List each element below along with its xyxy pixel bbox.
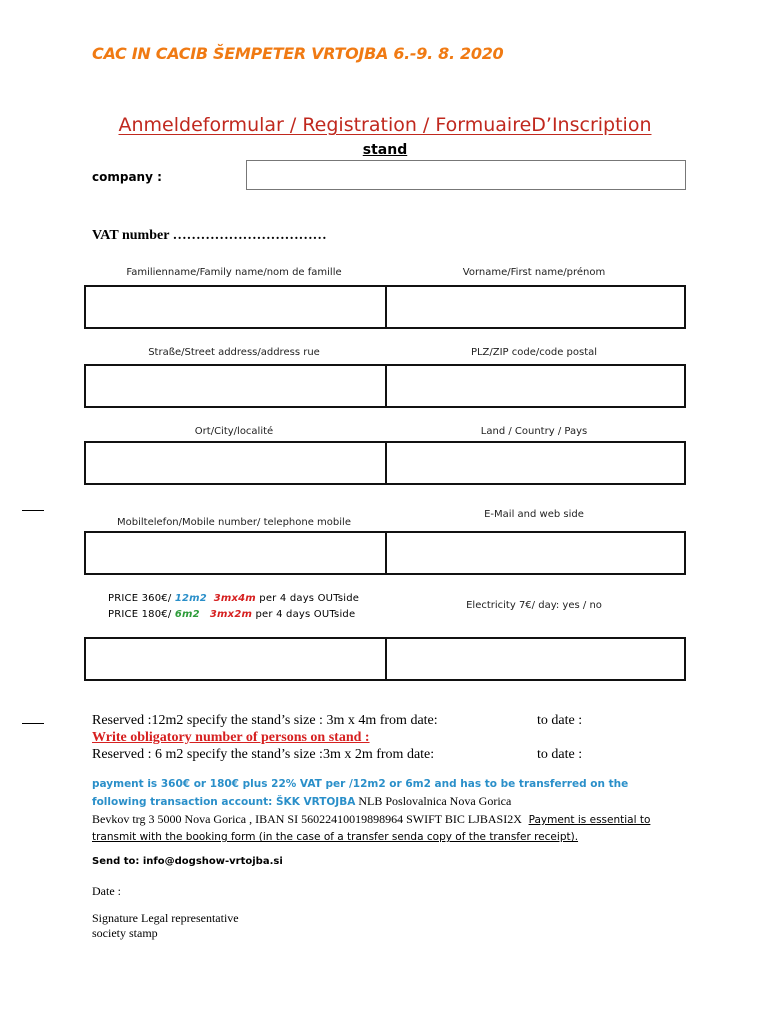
dim-3x2: 3mx2m xyxy=(209,609,253,620)
city-row xyxy=(84,441,686,485)
company-field[interactable] xyxy=(246,160,686,190)
street-field[interactable] xyxy=(86,366,385,406)
dim-3x4: 3mx4m xyxy=(213,593,256,604)
street-label: Straße/Street address/address rue xyxy=(148,347,320,358)
city-field[interactable] xyxy=(86,443,385,483)
stand-size-field[interactable] xyxy=(86,639,385,679)
company-label: company : xyxy=(92,170,162,184)
first-name-label: Vorname/First name/prénom xyxy=(462,267,606,278)
zip-label: PLZ/ZIP code/code postal xyxy=(470,347,598,358)
date-label: Date : xyxy=(92,884,121,898)
contact-row xyxy=(84,531,686,575)
country-label: Land / Country / Pays xyxy=(480,426,588,437)
stand-row xyxy=(84,637,686,681)
payment-amount: payment is 360€ or 180€ plus 22% VAT per /12m2 or 6m2 and has to be transferred on the xyxy=(92,778,629,790)
form-title: Anmeldeformular / Registration / FormuaireD’Inscription xyxy=(118,114,652,136)
family-name-field[interactable] xyxy=(86,287,385,327)
family-name-label: Familienname/Family name/nom de famille xyxy=(126,267,342,278)
stamp-label: society stamp xyxy=(92,926,158,940)
city-label: Ort/City/localité xyxy=(194,426,274,437)
signature-block xyxy=(92,911,239,941)
size-6m2: 6m2 xyxy=(174,609,200,620)
price-text: PRICE 360€/ xyxy=(108,593,175,604)
price-suffix: per 4 days OUTside xyxy=(255,593,360,604)
payment-info xyxy=(92,776,692,846)
mobile-field[interactable] xyxy=(86,533,385,573)
form-subtitle: stand xyxy=(362,142,408,158)
send-to-email[interactable]: Send to: info@dogshow-vrtojba.si xyxy=(92,856,283,867)
address-row xyxy=(84,364,686,408)
email-field[interactable] xyxy=(387,533,684,573)
payment-account: following transaction account: ŠKK VRTOJBA xyxy=(92,796,356,808)
email-label: E-Mail and web side xyxy=(484,509,584,520)
electricity-label: Electricity 7€/ day: yes / no xyxy=(466,600,602,611)
vat-label: VAT number …………………………… xyxy=(92,228,327,243)
payment-note: Payment is essential to xyxy=(528,814,651,826)
country-field[interactable] xyxy=(387,443,684,483)
reservation-6m2-to-date: to date : xyxy=(537,747,583,762)
electricity-field[interactable] xyxy=(387,639,684,679)
event-title: CAC IN CACIB ŠEMPETER VRTOJBA 6.-9. 8. 2020 xyxy=(92,44,504,63)
signature-label: Signature Legal representative xyxy=(92,911,239,925)
price-suffix: per 4 days OUTside xyxy=(252,609,356,620)
margin-marker xyxy=(22,723,44,724)
bank-details: Bevkov trg 3 5000 Nova Gorica , IBAN SI 56022410019898964 SWIFT BIC LJBASI2X xyxy=(92,812,522,826)
price-text: PRICE 180€/ xyxy=(108,609,175,620)
reservation-12m2: Reserved :12m2 specify the stand’s size : 3m x 4m from date: xyxy=(92,713,438,728)
bank-name: NLB Poslovalnica Nova Gorica xyxy=(355,794,512,808)
size-12m2: 12m2 xyxy=(174,593,207,604)
payment-note-cont: transmit with the booking form (in the case of a transfer senda copy of the transfer receipt). xyxy=(92,831,579,843)
mobile-label: Mobiltelefon/Mobile number/ telephone mobile xyxy=(117,517,351,528)
reservation-12m2-to-date: to date : xyxy=(537,713,583,728)
margin-marker xyxy=(22,510,44,511)
first-name-field[interactable] xyxy=(387,287,684,327)
zip-field[interactable] xyxy=(387,366,684,406)
price-line-12m2 xyxy=(108,593,359,604)
persons-warning: Write obligatory number of persons on stand : xyxy=(92,730,370,745)
price-line-6m2 xyxy=(108,609,355,620)
reservation-6m2: Reserved : 6 m2 specify the stand’s size :3m x 2m from date: xyxy=(92,747,435,762)
name-row xyxy=(84,285,686,329)
